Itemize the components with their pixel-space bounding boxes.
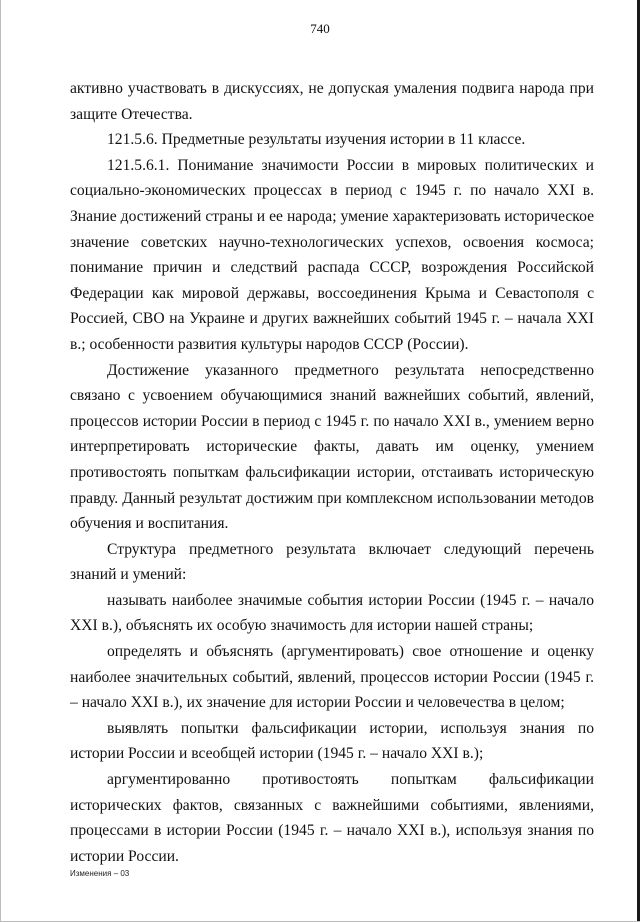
list-item-determine-attitude: определять и объяснять (аргументировать) свое отношение и оценку наиболее значительных событий, явлений, процессов истории России (1945 г. – начало XXI в.), их значение для истории России и человечества в целом; [70, 643, 594, 712]
scan-edge-left [0, 0, 1, 922]
footer-revision-note: Изменения – 03 [70, 869, 130, 878]
list-item-identify-falsification: выявлять попытки фальсификации истории, используя знания по истории России и всеобщей истории (1945 г. – начало XXI в.); [70, 719, 594, 763]
paragraph-subsection: 121.5.6.1. Понимание значимости России в мировых политических и социально-экономических процессах в период с 1945 г. по начало XXI в. Знание достижений страны и ее народа; умение характеризовать историческое значение советских научно-технологических успехов, освоения космоса; понимание причин и следствий распада СССР, возрождения Российской Федерации как мировой державы, воссоединения Крыма и Севастополя с Россией, СВО на Украине и других важнейших событий 1945 г. – начала XXI в.; особенности развития культуры народов СССР (России). [70, 156, 594, 353]
paragraph-continuation: активно участвовать в дискуссиях, не допуская умаления подвига народа при защите Отечества. [70, 80, 594, 123]
paragraph-achievement: Достижение указанного предметного результата непосредственно связано с усвоением обучающимися знаний важнейших событий, явлений, процессов истории России в период с 1945 г. по начало XXI в., умением верно интерпретировать исторические факты, давать им оценку, умением противостоять попыткам фальсификации истории, отстаивать историческую правду. Данный результат достижим при комплексном использовании методов обучения и воспитания. [70, 361, 594, 533]
page-number: 740 [310, 21, 330, 36]
document-body [70, 76, 594, 869]
list-item-name-events: называть наиболее значимые события истории России (1945 г. – начало XXI в.), объяснять их особую значимость для истории нашей страны; [70, 591, 594, 635]
list-item-counter-falsification: аргументированно противостоять попыткам фальсификации исторических фактов, связанных с важнейшими событиями, явлениями, процессами в истории России (1945 г. – начало XXI в.), используя знания по истории России. [70, 771, 594, 865]
paragraph-section-heading: 121.5.6. Предметные результаты изучения истории в 11 классе. [107, 131, 526, 149]
paragraph-structure: Структура предметного результата включает следующий перечень знаний и умений: [70, 540, 594, 584]
